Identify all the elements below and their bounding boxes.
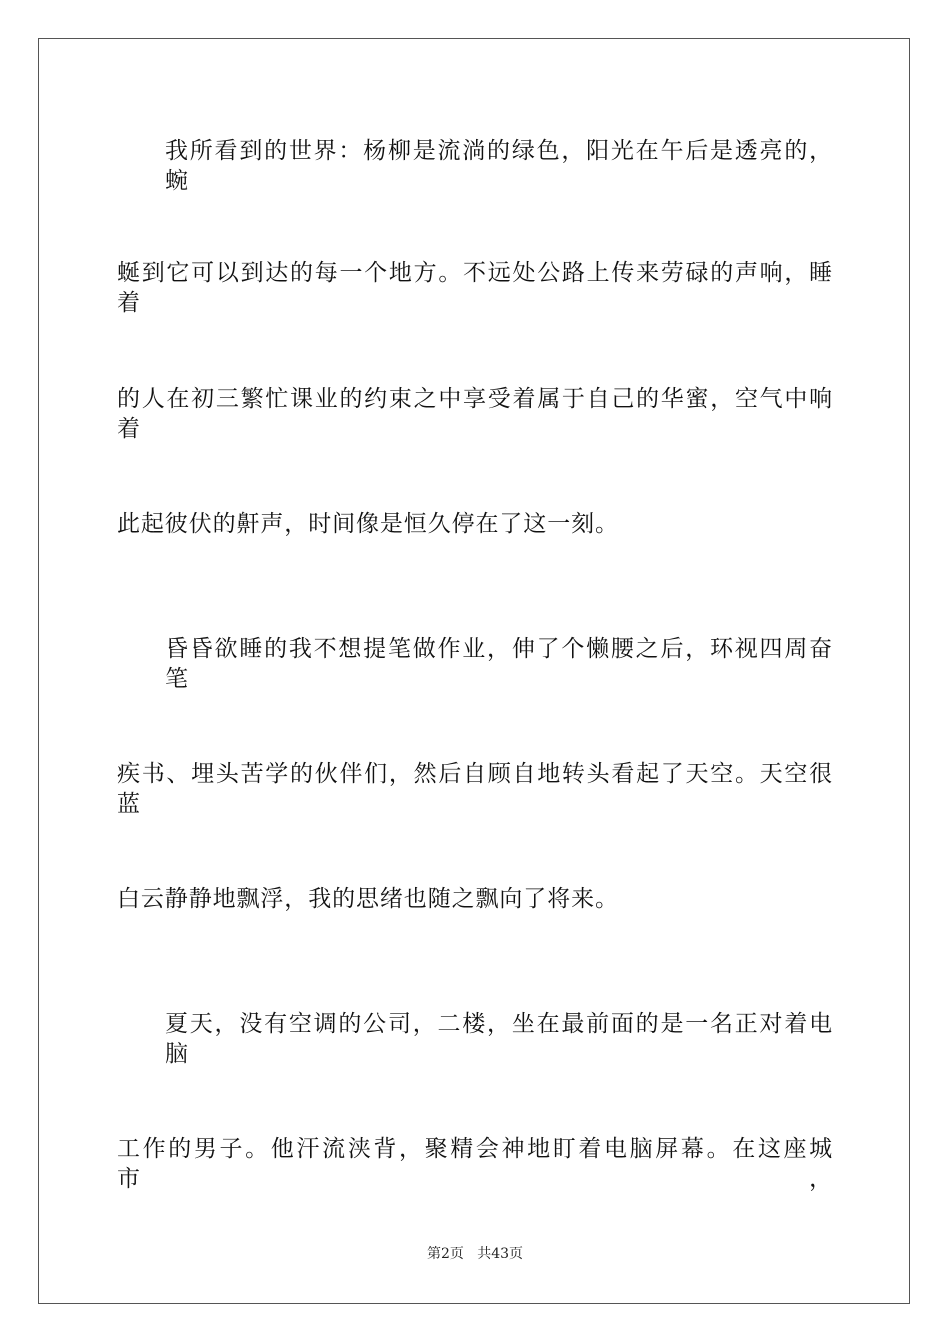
paragraph-3-line-1: 夏天，没有空调的公司，二楼，坐在最前面的是一名正对着电脑 bbox=[165, 1011, 833, 1067]
paragraph-2-line-1: 昏昏欲睡的我不想提笔做作业，伸了个懒腰之后，环视四周奋笔 bbox=[165, 636, 833, 692]
paragraph-2-line-3: 白云静静地飘浮，我的思绪也随之飘向了将来。 bbox=[117, 886, 619, 912]
paragraph-1-line-3: 的人在初三繁忙课业的约束之中享受着属于自己的华蜜，空气中响着 bbox=[117, 386, 833, 442]
paragraph-1-line-4: 此起彼伏的鼾声，时间像是恒久停在了这一刻。 bbox=[117, 511, 619, 537]
page-number-footer: 第2页 共43页 bbox=[426, 1246, 524, 1262]
paragraph-3-line-2: 工作的男子。他汗流浃背，聚精会神地盯着电脑屏幕。在这座城市， bbox=[117, 1136, 833, 1192]
paragraph-1-line-1: 我所看到的世界：杨柳是流淌的绿色，阳光在午后是透亮的，蜿 bbox=[165, 138, 833, 194]
paragraph-1-line-2: 蜒到它可以到达的每一个地方。不远处公路上传来劳碌的声响，睡着 bbox=[117, 260, 833, 316]
paragraph-2-line-2: 疾书、埋头苦学的伙伴们，然后自顾自地转头看起了天空。天空很蓝 bbox=[117, 761, 833, 817]
